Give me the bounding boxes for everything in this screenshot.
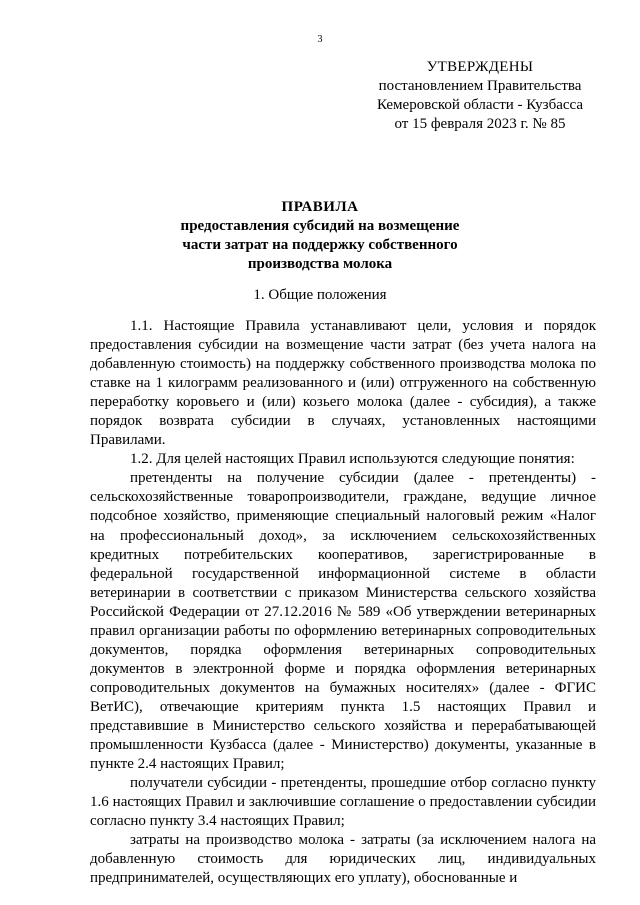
- document-title-line: производства молока: [247, 256, 393, 272]
- approval-date: от 15 февраля 2023 г. № 85: [394, 116, 566, 132]
- paragraph: затраты на производство молока - затраты (за исключением налога на добавленную стоимость для юридических лиц, индивидуальных предпринимателей, осуществляющих его уплату), обоснованные и: [90, 832, 596, 887]
- document-title: [0, 198, 640, 274]
- approval-title: УТВЕРЖДЕНЫ: [426, 59, 534, 75]
- paragraph: 1.2. Для целей настоящих Правил используются следующие понятия:: [130, 451, 575, 468]
- document-title-line: предоставления субсидий на возмещение: [180, 218, 460, 234]
- approval-line: Кемеровской области - Кузбасса: [376, 97, 584, 113]
- approval-line: постановлением Правительства: [378, 78, 582, 94]
- paragraph: получатели субсидии - претенденты, прошедшие отбор согласно пункту 1.6 настоящих Правил и заключившие соглашение о предоставлении субсидии согласно пункту 3.4 настоящих Правил;: [90, 775, 596, 830]
- page-number: 3: [317, 34, 323, 45]
- body-text: [90, 317, 596, 888]
- approval-block: [360, 58, 600, 134]
- section-heading: 1. Общие положения: [253, 287, 387, 303]
- document-title-main: ПРАВИЛА: [281, 199, 359, 215]
- paragraph: претенденты на получение субсидии (далее - претенденты) - сельскохозяйственные товаропроизводители, граждане, ведущие личное подсобное хозяйство, применяющие специальный налоговый режим «Налог на профессиональный доход», за исключением сельскохозяйственных кредитных потребительских кооперативов, зарегистрированные в федеральной государственной информационной системе в области ветеринарии в соответствии с приказом Министерства сельского хозяйства Российской Федерации от 27.12.2016 № 589 «Об утверждении ветеринарных правил организации работы по оформлению ветеринарных сопроводительных документов, порядка оформления ветеринарных сопроводительных документов в электронной форме и порядка оформления ветеринарных сопроводительных документов на бумажных носителях» (далее - ФГИС ВетИС), отвечающие критериям пункта 1.5 настоящих Правил и представившие в Министерство сельского хозяйства и перерабатывающей промышленности Кузбасса (далее - Министерство) документы, указанные в пункте 2.4 настоящих Правил;: [90, 470, 596, 773]
- document-title-line: части затрат на поддержку собственного: [182, 237, 458, 253]
- paragraph: 1.1. Настоящие Правила устанавливают цели, условия и порядок предоставления субсидии на возмещение части затрат (без учета налога на добавленную стоимость) на поддержку собственного производства молока по ставке на 1 килограмм реализованного и (или) отгруженного на собственную переработку коровьего и (или) козьего молока (далее - субсидия), а также порядок возврата субсидии в случаях, установленных настоящими Правилами.: [90, 318, 596, 449]
